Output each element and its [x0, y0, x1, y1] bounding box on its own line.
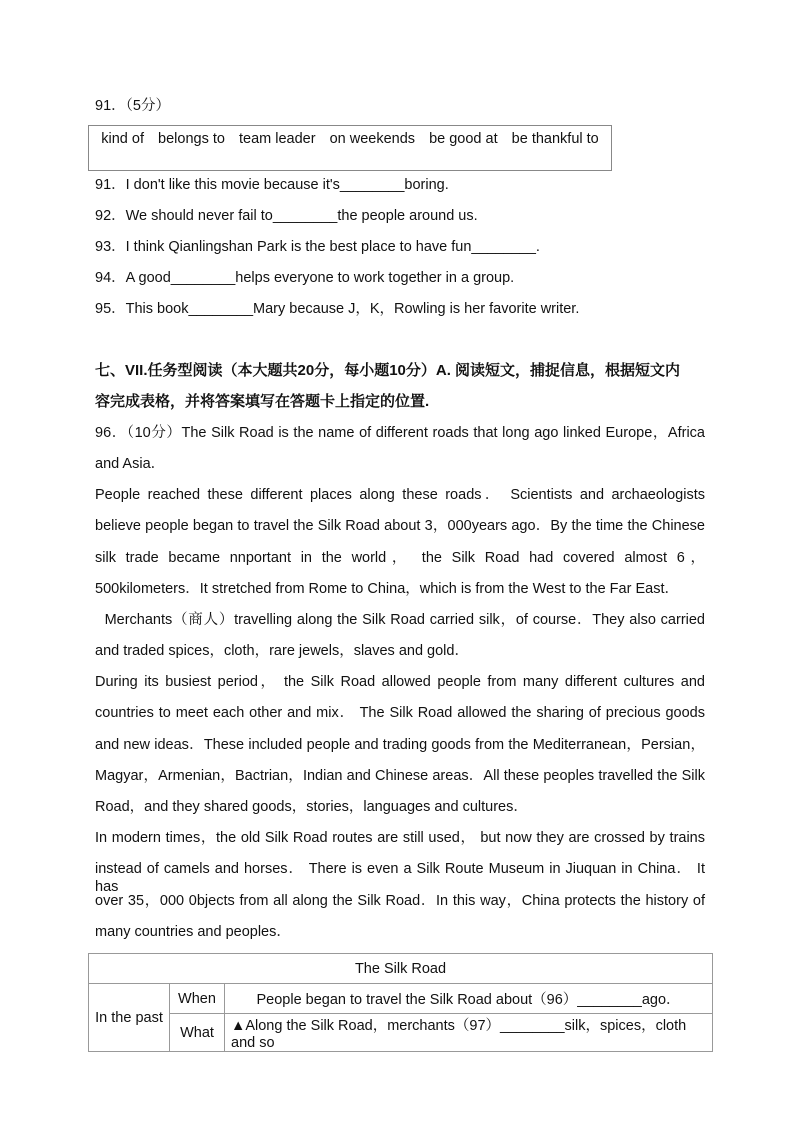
passage-line: many countries and peoples．	[95, 924, 291, 940]
table-when-label: When	[170, 984, 225, 1014]
table-row-group-label: In the past	[89, 984, 170, 1052]
word-bank-item: be thankful to	[511, 131, 599, 147]
passage-line: and new ideas．These included people and trading goods from the Mediterranean，Persian，	[95, 737, 705, 753]
fill-question-91: 91．I don't like this movie because it's________boring.	[95, 177, 449, 193]
passage-line: Merchants（商人）travelling along the Silk Road carried silk，of course．They also carried	[95, 612, 705, 628]
word-bank-item: belongs to	[158, 131, 225, 147]
word-bank-item: on weekends	[329, 131, 416, 147]
word-bank-box	[88, 125, 612, 171]
passage-line: believe people began to travel the Silk Road about 3，000years ago．By the time the Chinese	[95, 518, 705, 534]
word-bank-item: be good at	[429, 131, 498, 147]
silk-road-table	[88, 953, 713, 1052]
passage-line: 500kilometers．It stretched from Rome to China，which is from the West to the Far East．	[95, 581, 679, 597]
fill-question-95: 95．This book________Mary because J，K，Rowling is her favorite writer.	[95, 301, 580, 317]
passage-line: countries to meet each other and mix． The Silk Road allowed the sharing of precious goods	[95, 705, 705, 721]
fill-question-93: 93．I think Qianlingshan Park is the best place to have fun________.	[95, 239, 540, 255]
fill-question-92: 92．We should never fail to________the people around us.	[95, 208, 478, 224]
passage-line: over 35，000 0bjects from all along the Silk Road．In this way，China protects the history of	[95, 893, 705, 909]
passage-line: and traded spices，cloth，rare jewels，slaves and gold．	[95, 643, 469, 659]
passage-line: silk trade became nnportant in the world， the Silk Road had covered almost 6，	[95, 550, 705, 566]
fill-question-94: 94．A good________helps everyone to work together in a group.	[95, 270, 515, 286]
passage-line: People reached these different places along these roads． Scientists and archaeologists	[95, 487, 705, 503]
section-heading-line-1: 七、VII.任务型阅读（本大题共20分，每小题10分）A. 阅读短文，捕捉信息，根据短文内	[95, 362, 681, 379]
table-what-text: ▲Along the Silk Road，merchants（97）________silk，spices，cloth and so	[225, 1014, 713, 1052]
question-91-header: 91．（5分）	[95, 98, 170, 114]
passage-line: 96．（10分）The Silk Road is the name of different roads that long ago linked Europe，Africa	[95, 425, 705, 441]
passage-line: Road，and they shared goods，stories，languages and cultures．	[95, 799, 528, 815]
passage-line: Magyar，Armenian，Bactrian，Indian and Chinese areas．All these peoples travelled the Silk	[95, 768, 705, 784]
table-title: The Silk Road	[89, 954, 713, 984]
word-bank-item: team leader	[238, 131, 316, 147]
table-what-label: What	[170, 1014, 225, 1052]
passage-line: and Asia．	[95, 456, 166, 472]
passage-line: During its busiest period， the Silk Road allowed people from many different cultures and	[95, 674, 705, 690]
passage-line: instead of camels and horses． There is even a Silk Route Museum in Jiuquan in China． It has	[95, 861, 705, 895]
table-when-text: People began to travel the Silk Road about（96）________ago．	[225, 984, 713, 1014]
section-heading-line-2: 容完成表格，并将答案填写在答题卡上指定的位置.	[95, 393, 430, 410]
word-bank-item: kind of	[101, 131, 144, 147]
passage-line: In modern times，the old Silk Road routes are still used， but now they are crossed by trains	[95, 830, 705, 846]
